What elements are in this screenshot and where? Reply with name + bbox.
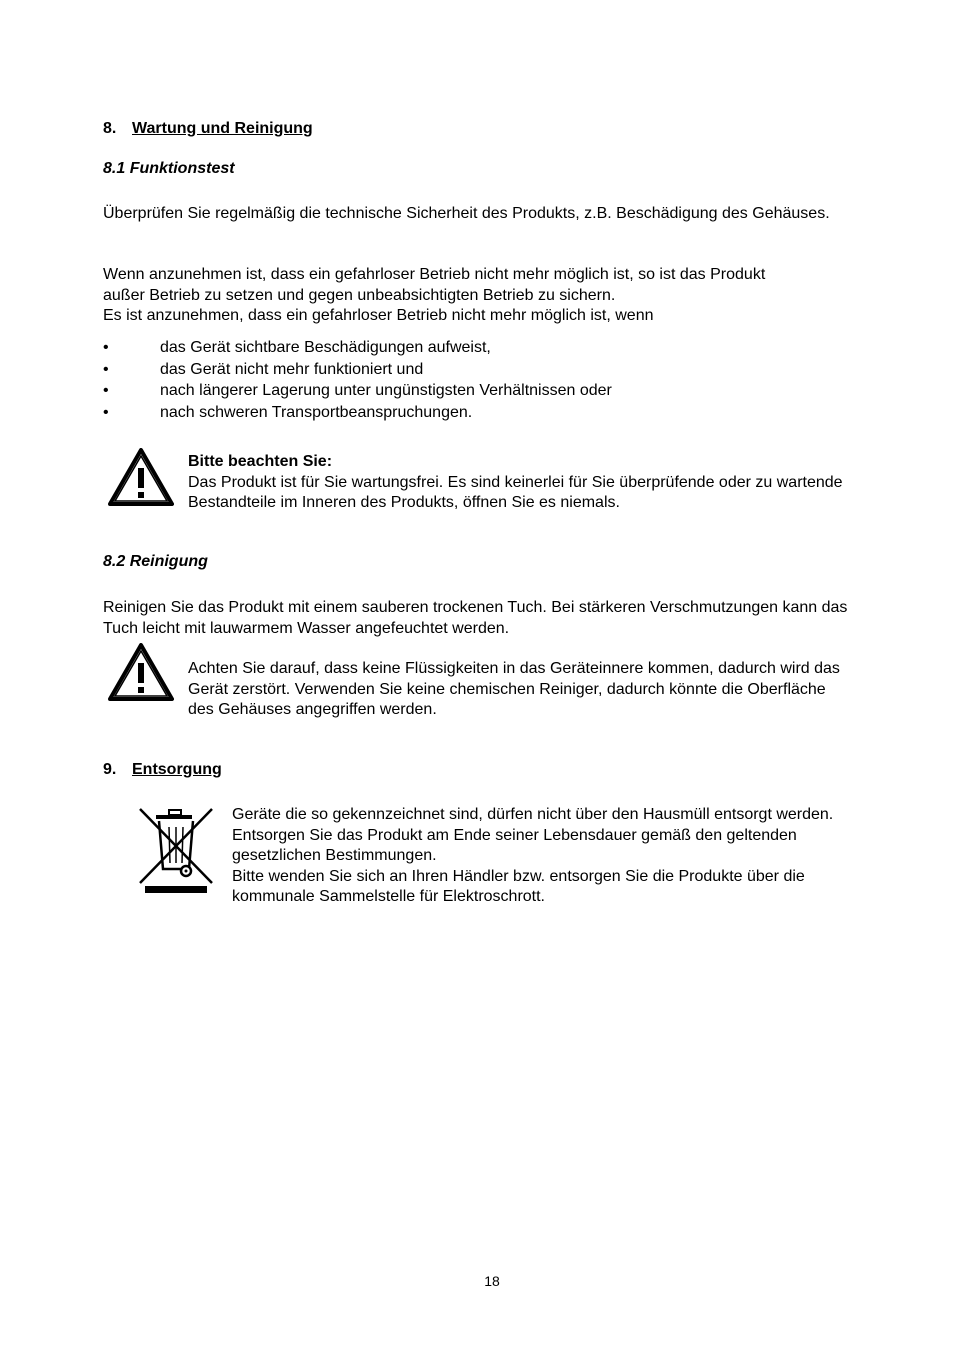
paragraph-disposal-contact: Bitte wenden Sie sich an Ihren Händler bzw. entsorgen Sie die Produkte über die kommunale Sammelstelle für Elektroschrott. xyxy=(232,867,805,905)
paragraph-safety-check: Überprüfen Sie regelmäßig die technische Sicherheit des Produkts, z.B. Beschädigung des Gehäuses. xyxy=(103,205,830,222)
section-title: Entsorgung xyxy=(132,761,222,778)
paragraph-operation xyxy=(103,265,863,327)
paragraph-cleaning: Reinigen Sie das Produkt mit einem sauberen trockenen Tuch. Bei stärkeren Verschmutzungen kann das Tuch leicht mit lauwarmem Wasser angefeuchtet werden. xyxy=(103,599,848,637)
bullet: • xyxy=(103,403,109,421)
section-title: Wartung und Reinigung xyxy=(132,120,313,137)
paragraph-disposal: Geräte die so gekennzeichnet sind, dürfen nicht über den Hausmüll entsorgt werden. Entsorgen Sie das Produkt am Ende seiner Lebensdauer gemäß den geltenden gesetzlichen Bestimmungen. xyxy=(232,806,834,864)
section-number: 8. xyxy=(103,120,117,137)
warning-note-1 xyxy=(188,452,848,514)
bullet: • xyxy=(103,360,109,378)
section-number: 9. xyxy=(103,761,117,778)
warning-triangle-icon xyxy=(108,643,174,701)
warning-note-2: Achten Sie darauf, dass keine Flüssigkeiten in das Geräteinnere kommen, dadurch wird das Gerät zerstört. Verwenden Sie keine chemischen Reiniger, dadurch könnte die Oberfläche des Gehäuses angegriffen werden. xyxy=(188,660,840,718)
paragraph-line: außer Betrieb zu setzen und gegen unbeabsichtigten Betrieb zu sichern. xyxy=(103,286,616,304)
warning-heading: Bitte beachten Sie: xyxy=(188,453,333,470)
list-item: • das Gerät sichtbare Beschädigungen aufweist, xyxy=(103,338,803,360)
section-8-heading xyxy=(103,119,313,140)
paragraph-line: Es ist anzunehmen, dass ein gefahrloser Betrieb nicht mehr möglich ist, wenn xyxy=(103,307,654,324)
warning-text: Das Produkt ist für Sie wartungsfrei. Es sind keinerlei für Sie überprüfende oder zu wartende Bestandteile im Inneren des Produkts, öffnen Sie es niemals. xyxy=(188,473,843,511)
paragraph-line: Wenn anzunehmen ist, dass ein gefahrloser Betrieb nicht mehr möglich ist, so ist das Produkt xyxy=(103,266,766,283)
bullet: • xyxy=(103,339,109,356)
bullet: • xyxy=(103,382,109,399)
list-item: • das Gerät nicht mehr funktioniert und xyxy=(103,360,803,382)
subsection-8-2-heading: 8.2 Reinigung xyxy=(103,553,208,570)
warning-triangle-icon xyxy=(108,448,174,506)
list-item: • nach längerer Lagerung unter ungünstigsten Verhältnissen oder xyxy=(103,381,803,403)
crossed-out-bin-icon xyxy=(136,805,216,895)
page-number: 18 xyxy=(484,1273,500,1289)
disposal-text xyxy=(232,805,867,908)
list-item: • nach schweren Transportbeanspruchungen. xyxy=(103,403,803,425)
condition-list xyxy=(103,338,803,424)
subsection-8-1-heading: 8.1 Funktionstest xyxy=(103,160,235,177)
section-9-heading xyxy=(103,760,222,781)
